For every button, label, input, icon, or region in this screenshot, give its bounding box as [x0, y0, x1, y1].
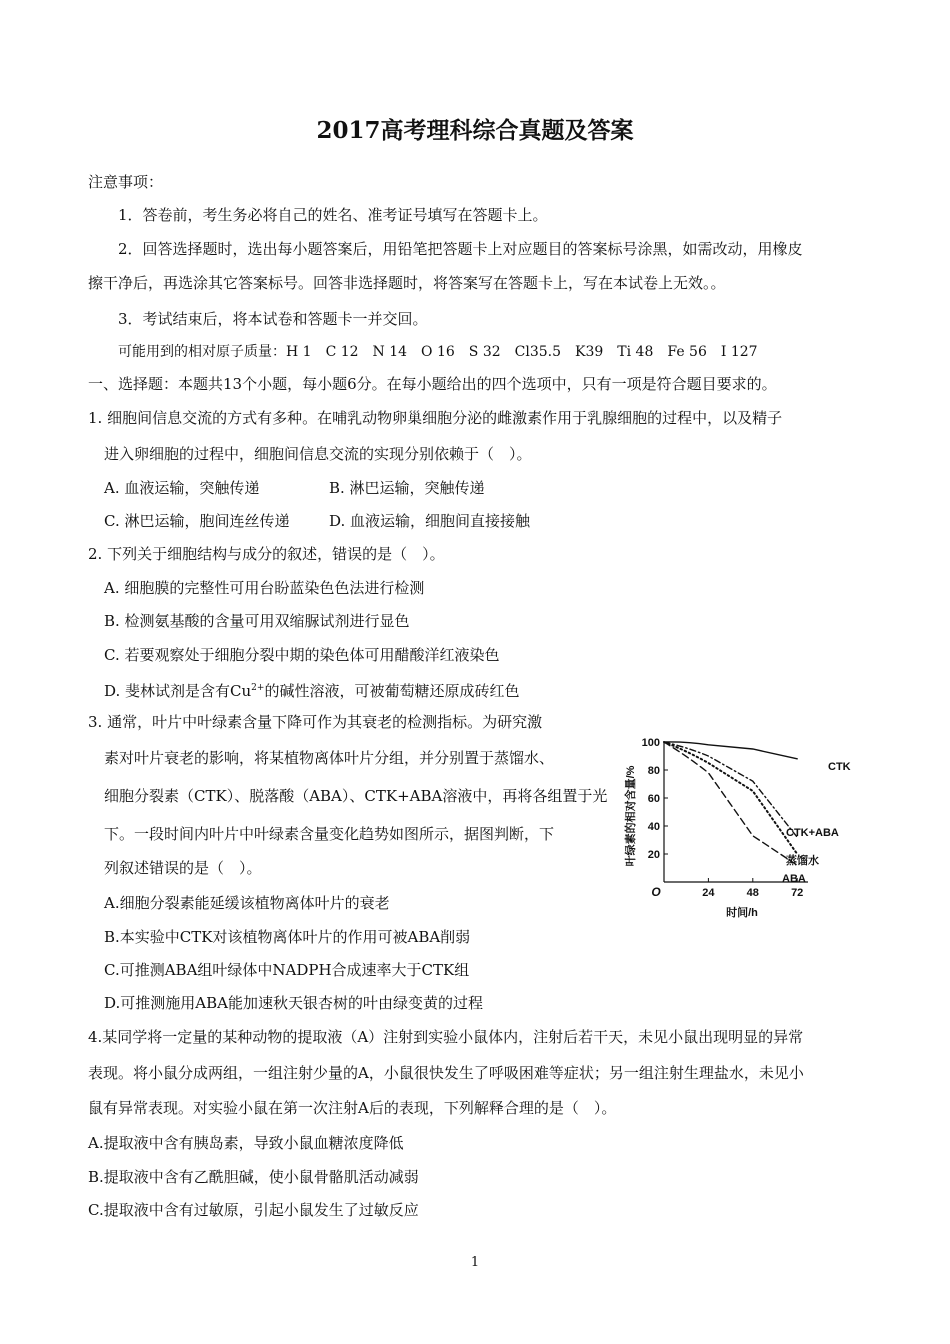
x-tick-label: 72 [791, 887, 804, 899]
q4-stem-line-1: 4.某同学将一定量的某种动物的提取液（A）注射到实验小鼠体内，注射后若干天，未见小鼠出现明显的异常 [88, 1028, 804, 1046]
series-line-CTK+ABA [664, 742, 797, 837]
q2-option-d-superscript: 2+ [251, 683, 265, 693]
q4-option-a: A.提取液中含有胰岛素，导致小鼠血糖浓度降低 [88, 1134, 404, 1152]
x-tick-label: 24 [702, 887, 715, 899]
q3-option-b: B.本实验中CTK对该植物离体叶片的作用可被ABA削弱 [104, 928, 471, 946]
q4-option-b: B.提取液中含有乙酰胆碱，使小鼠骨骼肌活动减弱 [88, 1168, 419, 1186]
series-line-ABA [664, 742, 797, 865]
series-label-蒸馏水: 蒸馏水 [786, 855, 819, 867]
q3-stem-line-2: 素对叶片衰老的影响，将某植物离体叶片分组，并分别置于蒸馏水、 [104, 749, 555, 767]
y-tick-label: 60 [647, 793, 660, 805]
y-tick-label: 100 [641, 737, 660, 749]
q3-option-d: D.可推测施用ABA能加速秋天银杏树的叶由绿变黄的过程 [104, 994, 483, 1012]
notice-item-2-line-1: 2．回答选择题时，选出每小题答案后，用铅笔把答题卡上对应题目的答案标号涂黑，如需改动，用橡皮 [118, 240, 803, 258]
q2-option-c: C. 若要观察处于细胞分裂中期的染色体可用醋酸洋红液染色 [104, 646, 500, 664]
q2-option-d-text-post: 的碱性溶液，可被葡萄糖还原成砖红色 [264, 682, 520, 700]
y-tick-label: 80 [647, 765, 660, 777]
atomic-mass-list: 可能用到的相对原子质量：H 1 C 12 N 14 O 16 S 32 Cl35.5 K39 Ti 48 Fe 56 I 127 [118, 344, 758, 360]
notice-item-3: 3．考试结束后，将本试卷和答题卡一并交回。 [118, 310, 428, 328]
page-title: 2017高考理科综合真题及答案 [316, 117, 634, 144]
q3-stem-line-1: 3. 通常，叶片中叶绿素含量下降可作为其衰老的检测指标。为研究激 [88, 713, 543, 731]
notice-item-1: 1．答卷前，考生务必将自己的姓名、准考证号填写在答题卡上。 [118, 206, 548, 224]
q1-stem-line-1: 1. 细胞间信息交流的方式有多种。在哺乳动物卵巢细胞分泌的雌激素作用于乳腺细胞的过程中，以及精子 [88, 409, 783, 427]
q3-option-c: C.可推测ABA组叶绿体中NADPH合成速率大于CTK组 [104, 961, 470, 979]
q4-stem-line-2: 表现。将小鼠分成两组，一组注射少量的A，小鼠很快发生了呼吸困难等症状；另一组注射生理盐水，未见小 [88, 1064, 804, 1082]
chlorophyll-chart [612, 728, 872, 928]
q1-option-c: C. 淋巴运输，胞间连丝传递 [104, 512, 290, 530]
x-tick-label: 48 [746, 887, 759, 899]
chart-y-axis-label: 叶绿素的相对含量/% [625, 765, 637, 867]
notice-heading: 注意事项： [88, 173, 164, 191]
q4-stem-line-3: 鼠有异常表现。对实验小鼠在第一次注射A后的表现，下列解释合理的是（ ）。 [88, 1099, 617, 1117]
y-tick-label: 40 [647, 821, 660, 833]
q2-option-d-text-pre: D. 斐林试剂是含有Cu [104, 682, 252, 700]
series-label-ABA: ABA [782, 873, 806, 885]
q1-stem-line-2: 进入卵细胞的过程中，细胞间信息交流的实现分别依赖于（ ）。 [104, 445, 532, 463]
q1-option-a: A. 血液运输，突触传递 [104, 479, 260, 497]
q3-stem-line-5: 列叙述错误的是（ ）。 [104, 859, 262, 877]
section-1-heading: 一、选择题：本题共13个小题，每小题6分。在每小题给出的四个选项中，只有一项是符合题目要求的。 [88, 375, 777, 393]
page-number: 1 [470, 1255, 480, 1270]
chart-x-axis-label: 时间/h [726, 907, 758, 919]
q2-option-b: B. 检测氨基酸的含量可用双缩脲试剂进行显色 [104, 612, 410, 630]
series-line-蒸馏水 [664, 742, 797, 854]
q1-option-b: B. 淋巴运输，突触传递 [329, 479, 485, 497]
q3-stem-line-3: 细胞分裂素（CTK）、脱落酸（ABA）、CTK+ABA溶液中，再将各组置于光 [104, 787, 608, 805]
q2-option-d [104, 678, 519, 701]
chart-origin-label: O [651, 885, 661, 899]
q4-option-c: C.提取液中含有过敏原，引起小鼠发生了过敏反应 [88, 1201, 419, 1219]
notice-item-2-line-2: 擦干净后，再选涂其它答案标号。回答非选择题时，将答案写在答题卡上，写在本试卷上无效。。 [88, 274, 726, 292]
series-label-CTK+ABA: CTK+ABA [786, 827, 839, 839]
q2-stem: 2. 下列关于细胞结构与成分的叙述，错误的是（ ）。 [88, 545, 445, 563]
q2-option-a: A. 细胞膜的完整性可用台盼蓝染色色法进行检测 [104, 579, 425, 597]
q1-option-d: D. 血液运输，细胞间直接接触 [329, 512, 531, 530]
y-tick-label: 20 [647, 849, 660, 861]
q3-option-a: A.细胞分裂素能延缓该植物离体叶片的衰老 [104, 894, 390, 912]
series-label-CTK: CTK [828, 761, 851, 773]
q3-stem-line-4: 下。一段时间内叶片中叶绿素含量变化趋势如图所示，据图判断，下 [104, 825, 555, 843]
